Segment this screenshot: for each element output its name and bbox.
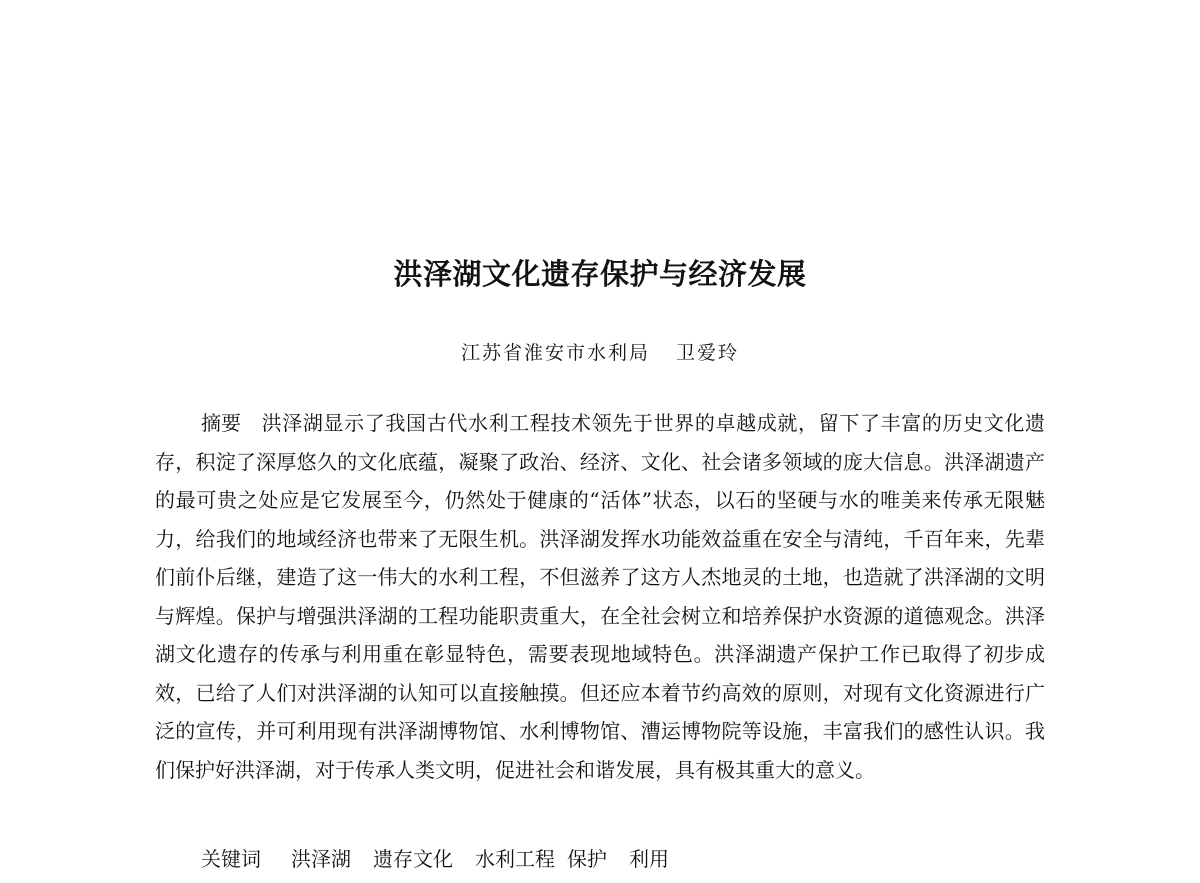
keyword: 遗存文化 (373, 847, 453, 871)
keyword: 水利工程 (475, 847, 555, 871)
byline (0, 338, 1200, 365)
keyword: 保护 (567, 847, 607, 871)
keywords (201, 840, 691, 878)
abstract-label: 摘要 (201, 411, 241, 435)
abstract (155, 404, 1045, 789)
keywords-label: 关键词 (201, 847, 261, 871)
keyword: 洪泽湖 (291, 847, 351, 871)
abstract-text: 洪泽湖显示了我国古代水利工程技术领先于世界的卓越成就，留下了丰富的历史文化遗存，积淀了深厚悠久的文化底蕴，凝聚了政治、经济、文化、社会诸多领域的庞大信息。洪泽湖遗产的最可贵之处应是它发展至今，仍然处于健康的“活体”状态，以石的坚硬与水的唯美来传承无限魅力，给我们的地域经济也带来了无限生机。洪泽湖发挥水功能效益重在安全与清纯，千百年来，先辈们前仆后继，建造了这一伟大的水利工程，不但滋养了这方人杰地灵的土地，也造就了洪泽湖的文明与辉煌。保护与增强洪泽湖的工程功能职责重大，在全社会树立和培养保护水资源的道德观念。洪泽湖文化遗存的传承与利用重在彰显特色，需要表现地域特色。洪泽湖遗产保护工作已取得了初步成效，已给了人们对洪泽湖的认知可以直接触摸。但还应本着节约高效的原则，对现有文化资源进行广泛的宣传，并可利用现有洪泽湖博物馆、水利博物馆、漕运博物院等设施，丰富我们的感性认识。我们保护好洪泽湖，对于传承人类文明，促进社会和谐发展，具有极其重大的意义。 (155, 411, 1045, 782)
author-affiliation: 江苏省淮安市水利局 (460, 342, 650, 364)
keyword: 利用 (629, 847, 669, 871)
paper-title: 洪泽湖文化遗存保护与经济发展 (393, 257, 807, 291)
author-name: 卫爱玲 (676, 342, 740, 364)
